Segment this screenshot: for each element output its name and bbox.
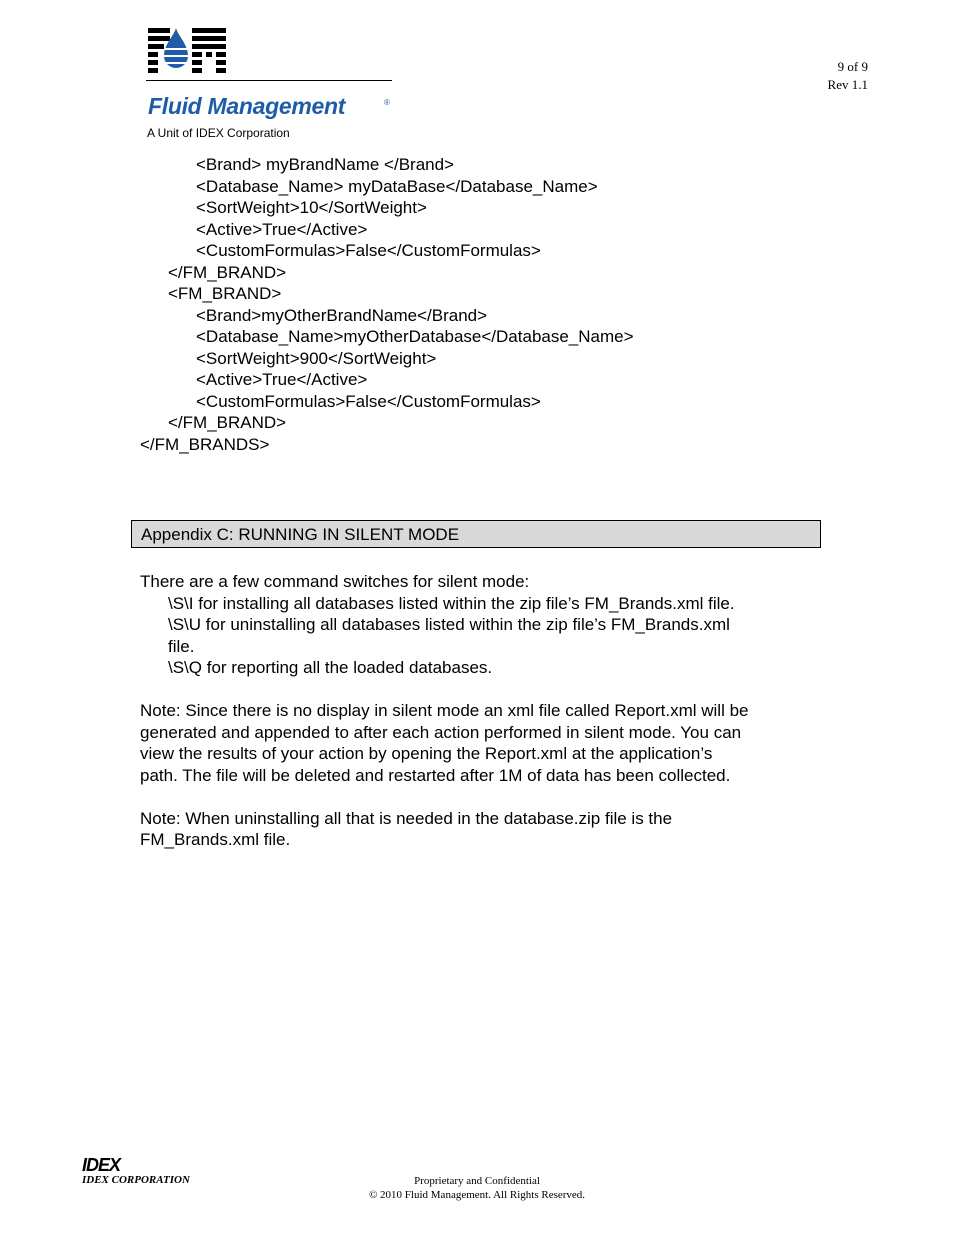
code-line: </FM_BRANDS>	[140, 434, 270, 454]
note-line: path. The file will be deleted and restarted after 1M of data has been collected.	[140, 765, 731, 785]
code-line: <Database_Name>myOtherDatabase</Database_Name>	[196, 327, 634, 346]
code-line: <Brand>myOtherBrandName</Brand>	[196, 305, 488, 325]
code-line: <Database_Name> myDataBase</Database_Name>	[196, 176, 598, 196]
note-line: view the results of your action by opening the Report.xml at the application’s	[140, 744, 713, 763]
switch-item: \S\Q for reporting all the loaded databases.	[168, 658, 493, 677]
revision: Rev 1.1	[827, 77, 868, 92]
silent-mode-section	[140, 571, 749, 851]
code-line: <CustomFormulas>False</CustomFormulas>	[196, 241, 541, 260]
note-line: Note: When uninstalling all that is needed in the database.zip file is the	[140, 808, 673, 828]
page-header-info	[828, 58, 868, 94]
code-line: <FM_BRAND>	[168, 284, 282, 303]
switch-item: \S\I for installing all databases listed within the zip file’s FM_Brands.xml file.	[168, 593, 735, 613]
note-line: Note: Since there is no display in silent mode an xml file called Report.xml will be	[140, 701, 749, 720]
page-number: 9 of 9	[837, 59, 868, 74]
code-line: <CustomFormulas>False</CustomFormulas>	[196, 391, 541, 411]
code-line: <Active>True</Active>	[196, 219, 368, 239]
company-logo	[146, 26, 396, 144]
spacer	[140, 679, 749, 701]
idex-logo-mark: IDEX	[82, 1155, 121, 1175]
note-line: FM_Brands.xml file.	[140, 830, 291, 849]
note-line: generated and appended to after each action performed in silent mode. You can	[140, 722, 742, 742]
company-name: Fluid Management	[148, 93, 346, 119]
code-line: </FM_BRAND>	[168, 262, 287, 282]
company-tagline: A Unit of IDEX Corporation	[147, 126, 290, 140]
code-line: </FM_BRAND>	[168, 413, 287, 432]
switch-item: \S\U for uninstalling all databases listed within the zip file’s FM_Brands.xml	[168, 615, 730, 634]
spacer	[140, 786, 749, 808]
xml-code-block	[140, 154, 634, 455]
code-line: <SortWeight>10</SortWeight>	[196, 198, 427, 217]
code-line: <Brand> myBrandName </Brand>	[196, 155, 454, 174]
idex-corporation: IDEX CORPORATION	[82, 1174, 190, 1186]
registered-mark: ®	[384, 98, 390, 107]
footer-copyright: © 2010 Fluid Management. All Rights Reserved.	[368, 1189, 586, 1201]
fm-logo-mark-icon	[146, 26, 396, 96]
intro-text: There are a few command switches for silent mode:	[140, 572, 530, 591]
footer-confidential: Proprietary and Confidential	[414, 1175, 540, 1187]
page-footer	[0, 1174, 954, 1202]
switch-item: file.	[168, 636, 195, 656]
code-line: <SortWeight>900</SortWeight>	[196, 348, 437, 368]
code-line: <Active>True</Active>	[196, 370, 368, 389]
appendix-heading: Appendix C: RUNNING IN SILENT MODE	[131, 520, 821, 548]
